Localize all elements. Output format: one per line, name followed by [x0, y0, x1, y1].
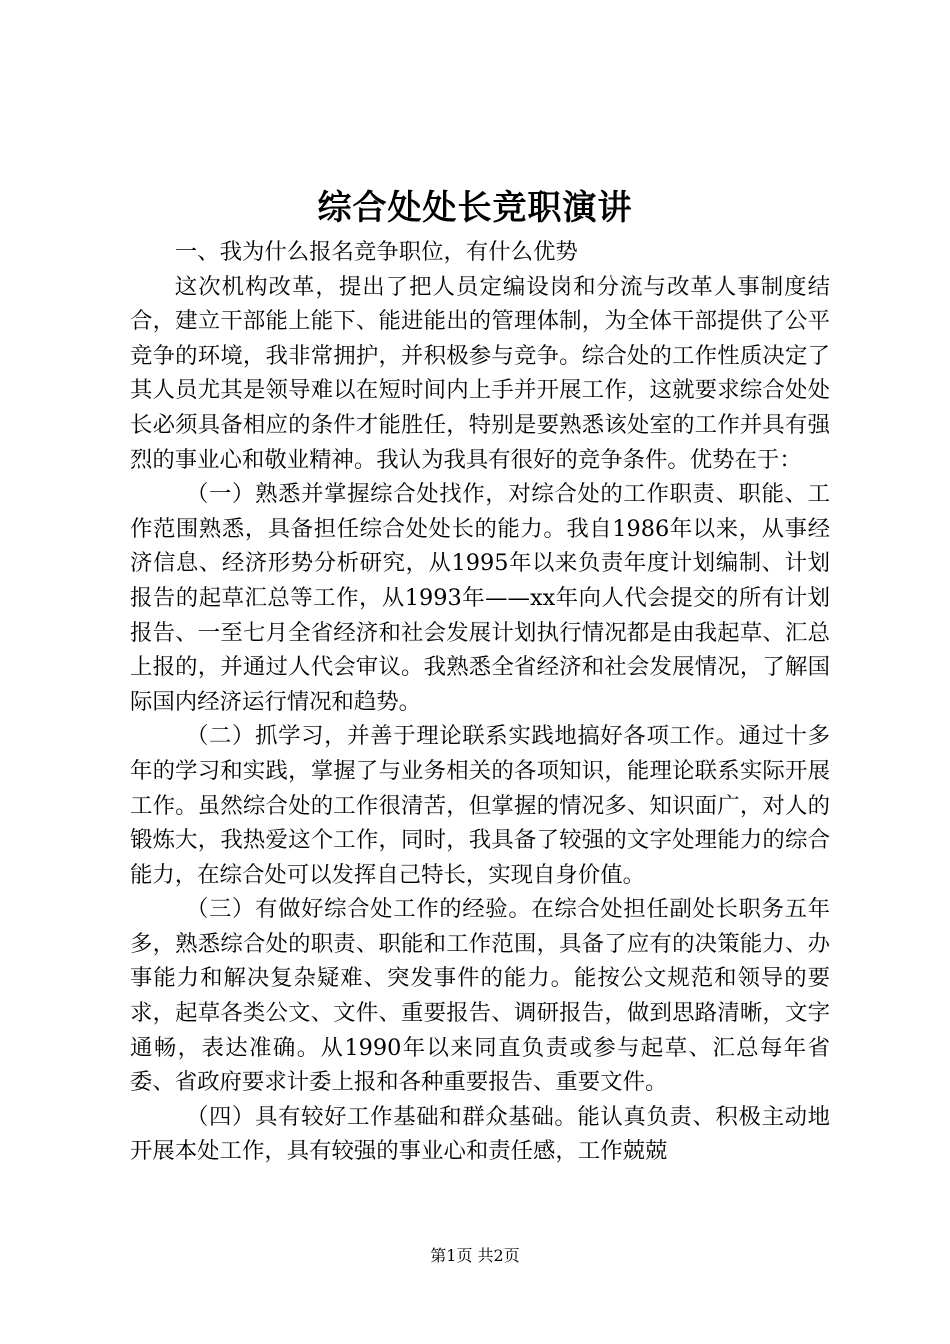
page-footer: 第1页 共2页 — [430, 1246, 520, 1265]
paragraph-point-3: （三）有做好综合处工作的经验。在综合处担任副处长职务五年多，熟悉综合处的职责、职能和工作范围，具备了应有的决策能力、办事能力和解决复杂疑难、突发事件的能力。能按公文规范和领导的要求，起草各类公文、文件、重要报告、调研报告，做到思路清晰，文字通畅，表达准确。从1990年以来同直负责或参与起草、汇总每年省委、省政府要求计委上报和各种重要报告、重要文件。 — [130, 896, 830, 1096]
paragraph-intro: 这次机构改革，提出了把人员定编设岗和分流与改革人事制度结合，建立干部能上能下、能进能出的管理体制，为全体干部提供了公平竞争的环境，我非常拥护，并积极参与竞争。综合处的工作性质决定了其人员尤其是领导难以在短时间内上手并开展工作，这就要求综合处处长必须具备相应的条件才能胜任，特别是要熟悉该处室的工作并具有强烈的事业心和敬业精神。我认为我具有很好的竞争条件。优势在于： — [130, 273, 830, 473]
paragraph-point-2: （二）抓学习，并善于理论联系实践地搞好各项工作。通过十多年的学习和实践，掌握了与业务相关的各项知识，能理论联系实际开展工作。虽然综合处的工作很清苦，但掌握的情况多、知识面广，对人的锻炼大，我热爱这个工作，同时，我具备了较强的文字处理能力的综合能力，在综合处可以发挥自己特长，实现自身价值。 — [130, 723, 830, 888]
paragraph-point-4: （四）具有较好工作基础和群众基础。能认真负责、积极主动地开展本处工作，具有较强的事业心和责任感，工作兢兢 — [130, 1103, 830, 1165]
document-body — [130, 235, 830, 1169]
paragraph-point-1: （一）熟悉并掌握综合处找作，对综合处的工作职责、职能、工作范围熟悉，具备担任综合处处长的能力。我自1986年以来，从事经济信息、经济形势分析研究，从1995年以来负责年度计划编制、计划报告的起草汇总等工作，从1993年——xx年向人代会提交的所有计划报告、一至七月全省经济和社会发展计划执行情况都是由我起草、汇总上报的，并通过人代会审议。我熟悉全省经济和社会发展情况，了解国际国内经济运行情况和趋势。 — [130, 481, 830, 715]
section-heading: 一、我为什么报名竞争职位，有什么优势 — [174, 239, 578, 265]
document-title: 综合处处长竞职演讲 — [317, 188, 633, 228]
